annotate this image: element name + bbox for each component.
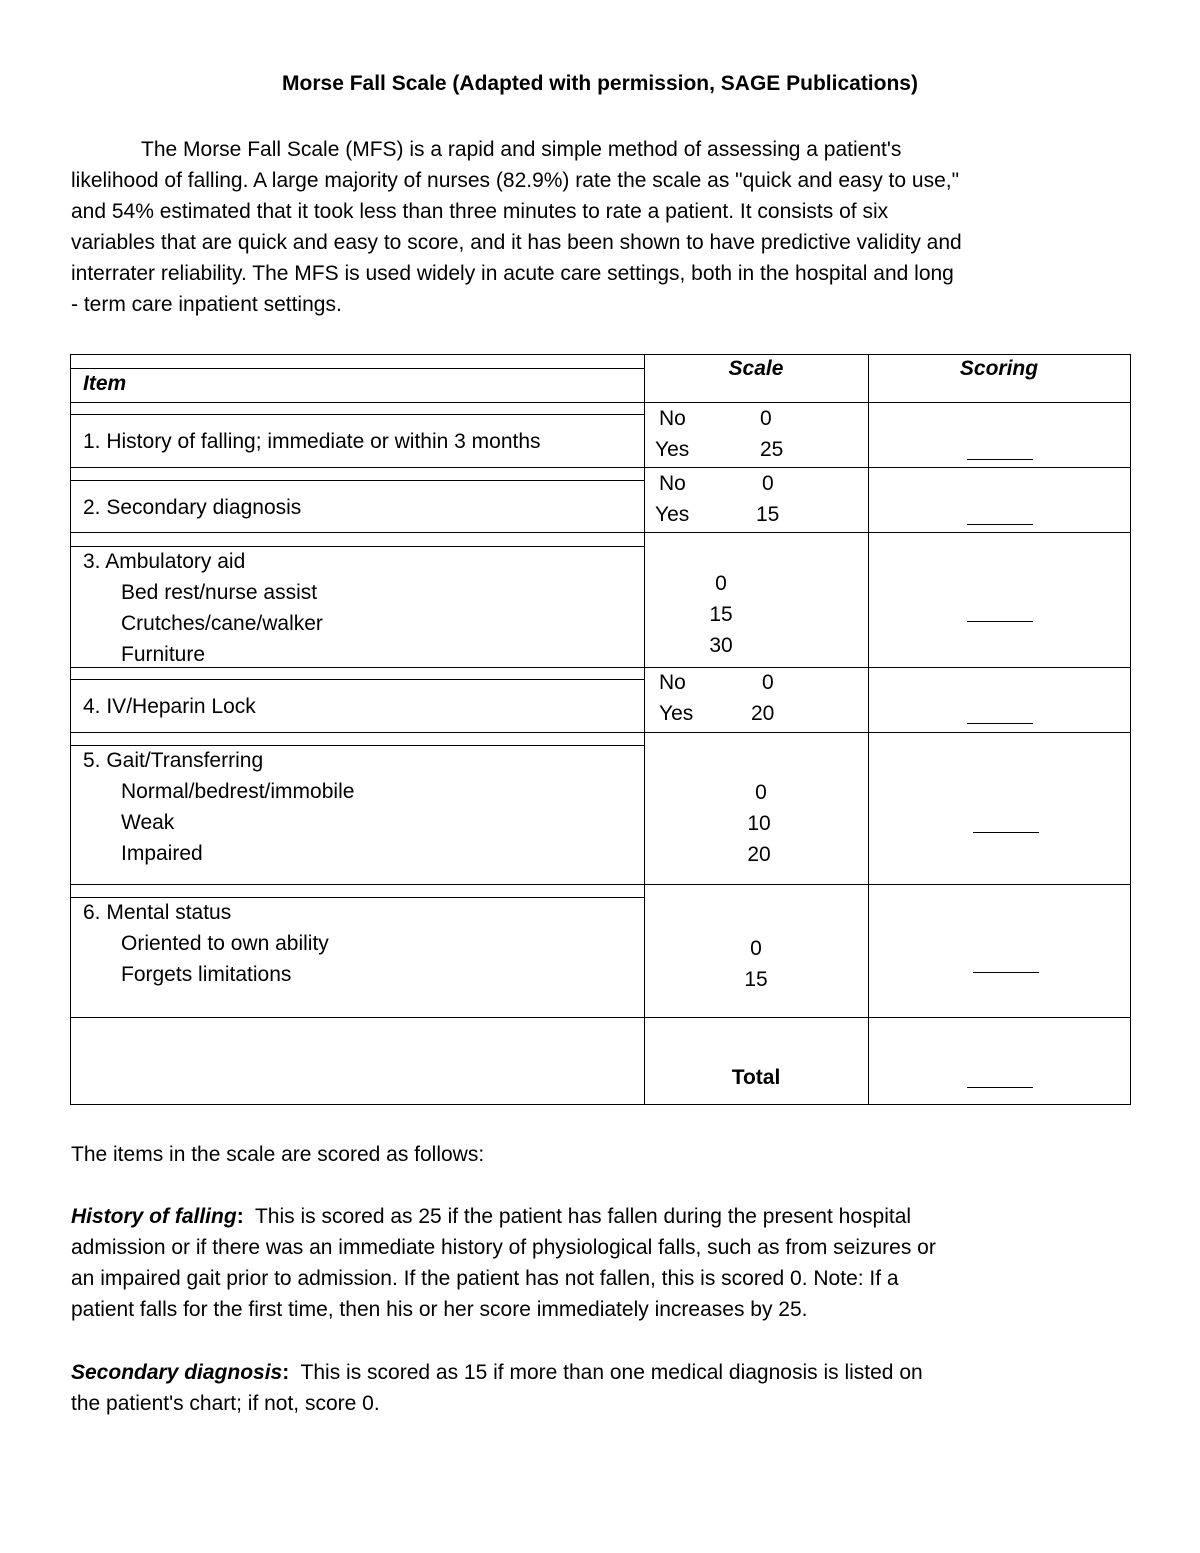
scale-value: 25 — [760, 438, 784, 461]
sub-item: Forgets limitations — [121, 963, 292, 986]
total-label: Total — [731, 1066, 781, 1089]
secondary-diagnosis-note — [71, 1357, 1131, 1419]
item-double-line — [70, 480, 644, 481]
intro-line: likelihood of falling. A large majority of nurses (82.9%) rate the scale as "quick and easy to use," — [71, 169, 960, 192]
note-line: patient falls for the first time, then his or her score immediately increases by 25. — [71, 1298, 808, 1321]
intro-line: and 54% estimated that it took less than three minutes to rate a patient. It consists of six — [71, 200, 889, 223]
note-line — [71, 1357, 1131, 1388]
scale-label: Yes — [655, 503, 690, 526]
row-divider — [70, 532, 1131, 533]
header-scale: Scale — [728, 357, 784, 380]
scoring-intro: The items in the scale are scored as follows: — [71, 1143, 485, 1166]
item-double-line — [70, 679, 644, 680]
scale-value: 20 — [747, 843, 771, 866]
scale-label: No — [659, 671, 686, 694]
scale-value: 0 — [715, 572, 727, 595]
table-border-top — [70, 354, 1131, 355]
sub-item: Impaired — [121, 842, 203, 865]
intro-line: - term care inpatient settings. — [71, 293, 342, 316]
note-heading: Secondary diagnosis — [71, 1361, 283, 1384]
scale-value: 30 — [709, 634, 733, 657]
score-blank[interactable] — [967, 723, 1033, 724]
note-line — [71, 1201, 1131, 1232]
page-title: Morse Fall Scale (Adapted with permission, SAGE Publications) — [282, 72, 918, 95]
sub-item: Furniture — [121, 643, 206, 666]
item-gait-transferring: 5. Gait/Transferring — [83, 749, 264, 772]
note-text: This is scored as 15 if more than one medical diagnosis is listed on — [300, 1361, 923, 1384]
scale-value: 0 — [762, 472, 774, 495]
item-history-of-falling: 1. History of falling; immediate or within 3 months — [83, 430, 541, 453]
note-line: the patient's chart; if not, score 0. — [71, 1392, 380, 1415]
table-border-bottom — [70, 1104, 1131, 1105]
item-mental-status: 6. Mental status — [83, 901, 232, 924]
sub-item: Bed rest/nurse assist — [121, 581, 318, 604]
scale-label: Yes — [659, 702, 694, 725]
row-divider — [70, 667, 1131, 668]
score-blank[interactable] — [967, 459, 1033, 460]
note-line: an impaired gait prior to admission. If the patient has not fallen, this is scored 0. Note: If a — [71, 1267, 899, 1290]
item-double-line — [70, 368, 644, 369]
item-double-line — [70, 745, 644, 746]
sub-item: Normal/bedrest/immobile — [121, 780, 355, 803]
score-blank[interactable] — [973, 832, 1039, 833]
note-line: admission or if there was an immediate history of physiological falls, such as from seizures or — [71, 1236, 936, 1259]
scale-value: 15 — [756, 503, 780, 526]
intro-line: variables that are quick and easy to score, and it has been shown to have predictive validity and — [71, 231, 962, 254]
scale-value: 15 — [744, 968, 768, 991]
scale-value: 15 — [709, 603, 733, 626]
note-text: This is scored as 25 if the patient has fallen during the present hospital — [254, 1205, 912, 1228]
scale-label: No — [659, 407, 686, 430]
row-divider — [70, 884, 1131, 885]
row-divider — [70, 467, 1131, 468]
intro-line: interrater reliability. The MFS is used widely in acute care settings, both in the hospital and long — [71, 262, 954, 285]
sub-item: Weak — [121, 811, 175, 834]
sub-item: Crutches/cane/walker — [121, 612, 323, 635]
scale-value: 0 — [755, 781, 767, 804]
header-scoring: Scoring — [959, 357, 1039, 380]
scale-label: No — [659, 472, 686, 495]
scale-value: 20 — [751, 702, 775, 725]
scale-value: 0 — [750, 937, 762, 960]
item-iv-heparin-lock: 4. IV/Heparin Lock — [83, 695, 256, 718]
note-heading: History of falling — [71, 1205, 237, 1228]
scale-label: Yes — [655, 438, 690, 461]
scale-value: 0 — [762, 671, 774, 694]
intro-paragraph — [71, 134, 1111, 320]
item-double-line — [70, 897, 644, 898]
score-blank[interactable] — [967, 621, 1033, 622]
scale-value: 10 — [747, 812, 771, 835]
intro-line: The Morse Fall Scale (MFS) is a rapid and simple method of assessing a patient's — [141, 138, 902, 161]
row-divider — [70, 1017, 1131, 1018]
history-of-falling-note — [71, 1201, 1131, 1325]
score-blank[interactable] — [973, 972, 1039, 973]
sub-item: Oriented to own ability — [121, 932, 329, 955]
item-double-line — [70, 546, 644, 547]
score-blank[interactable] — [967, 524, 1033, 525]
note-colon: : — [236, 1205, 244, 1228]
row-divider — [70, 732, 1131, 733]
row-divider — [70, 402, 1131, 403]
item-ambulatory-aid: 3. Ambulatory aid — [83, 550, 246, 573]
scale-value: 0 — [760, 407, 772, 430]
header-item: Item — [83, 372, 127, 395]
item-secondary-diagnosis: 2. Secondary diagnosis — [83, 496, 302, 519]
total-score-blank[interactable] — [967, 1087, 1033, 1088]
item-double-line — [70, 414, 644, 415]
note-colon: : — [282, 1361, 290, 1384]
